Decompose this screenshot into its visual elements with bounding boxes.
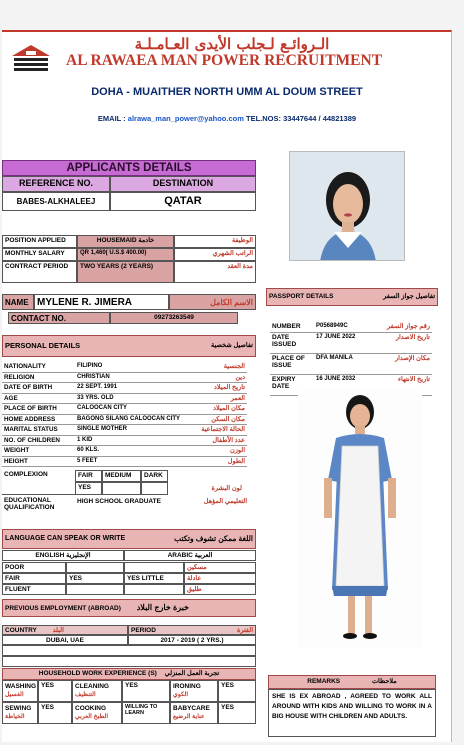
personal-row-arabic: مكان الميلاد <box>185 404 247 415</box>
monthly-salary-value: QR 1,460( U.S.$ 400.00) <box>77 248 174 261</box>
personal-row-value: CHRISTIAN <box>75 373 185 384</box>
passport-title-ar: تفاصيل جواز السفر <box>383 293 435 300</box>
applicant-name: MYLENE R. JIMERA <box>34 294 169 310</box>
personal-row-value: 60 KLS. <box>75 446 185 457</box>
passport-row-label: DATE ISSUED <box>270 333 314 354</box>
passport-row-label: NUMBER <box>270 322 314 333</box>
household-task-value: WILLING TO LEARN <box>122 702 170 724</box>
company-name: AL RAWAEA MAN POWER RECRUITMENT <box>66 52 383 69</box>
household-task-value: YES <box>38 680 72 702</box>
passport-row-arabic: تاريخ الاصدار <box>370 333 432 354</box>
personal-row-value: FILIPINO <box>75 362 185 373</box>
language-row-label: FLUENT <box>2 584 66 595</box>
personal-row-arabic: الوزن <box>185 446 247 457</box>
email-link[interactable]: alrawa_man_power@yahoo.com <box>127 114 244 123</box>
position-applied-value: HOUSEMAID خادمة <box>77 235 174 248</box>
household-task <box>170 702 218 724</box>
contract-period-value: TWO YEARS (2 YEARS) <box>77 261 174 283</box>
language-row-arabic: عادلة <box>184 573 256 584</box>
passport-row-value: 17 JUNE 2022 <box>314 333 370 354</box>
passport-row-arabic: مكان الإصدار <box>370 354 432 375</box>
name-label: NAME <box>2 294 34 310</box>
monthly-salary-label: MONTHLY SALARY <box>2 248 77 261</box>
applicant-full-body-photo <box>298 390 422 648</box>
personal-row-arabic: الحالة الاجتماعية <box>185 425 247 436</box>
household-task-value: YES <box>218 702 256 724</box>
country-value: DUBAI, UAE <box>2 635 128 645</box>
personal-row-label: HOME ADDRESS <box>2 415 75 426</box>
household-task-value: YES <box>122 680 170 702</box>
household-title-ar: تجربة العمل المنزلي <box>164 670 220 677</box>
employment-blank-row-2 <box>2 656 256 667</box>
passport-row-value: P0568949C <box>314 322 370 333</box>
monthly-salary-arabic: الراتب الشهري <box>174 248 256 261</box>
passport-row-value: 16 JUNE 2032 <box>314 375 370 396</box>
personal-row-label: NO. OF CHILDREN <box>2 436 75 447</box>
language-row-arabic: مسكين <box>184 562 256 573</box>
complexion-fair-mark: YES <box>75 482 102 495</box>
contact-no-value: 09273263549 <box>110 312 238 324</box>
language-arabic-value: YES LITTLE <box>124 573 184 584</box>
passport-title-en: PASSPORT DETAILS <box>269 293 334 300</box>
company-address: DOHA - MUAITHER NORTH UMM AL DOUM STREET <box>91 86 363 98</box>
tel-numbers: 33447644 / 44821389 <box>283 114 357 123</box>
household-task-label: CLEANING <box>75 683 109 690</box>
contact-line <box>62 114 392 123</box>
position-applied-label: POSITION APPLIED <box>2 235 77 248</box>
complexion-arabic: لون البشرة <box>211 485 242 492</box>
personal-row-arabic: الطول <box>185 457 247 468</box>
period-header <box>128 625 256 635</box>
contract-period-arabic: مدة العقد <box>174 261 256 283</box>
personal-row-label: RELIGION <box>2 373 75 384</box>
remarks-title-en: REMARKS <box>307 678 341 685</box>
country-header <box>2 625 128 635</box>
household-task-label: BABYCARE <box>173 705 210 712</box>
household-title-en: HOUSEHOLD WORK EXPERIENCE (S) <box>38 670 157 677</box>
reference-no-label: REFERENCE NO. <box>2 176 110 192</box>
employment-blank-row-1 <box>2 645 256 656</box>
personal-row-label: PLACE OF BIRTH <box>2 404 75 415</box>
name-arabic: الاسم الكامل <box>169 294 256 310</box>
previous-employment-title <box>2 599 256 617</box>
complexion-medium-mark <box>102 482 141 495</box>
application-form <box>2 30 452 742</box>
reference-no-value: BABES-ALKHALEEJ <box>2 192 110 211</box>
personal-row-label: NATIONALITY <box>2 362 75 373</box>
language-english-value: YES <box>66 573 124 584</box>
destination-value: QATAR <box>110 192 256 211</box>
period-label: PERIOD <box>131 627 156 634</box>
period-value: 2017 - 2019 ( 2 YRS.) <box>128 635 256 645</box>
education-value: HIGH SCHOOL GRADUATE <box>77 498 161 505</box>
contract-period-label: CONTRACT PERIOD <box>2 261 77 283</box>
passport-row-arabic: تاريخ الانتهاء <box>370 375 432 396</box>
complexion-label: COMPLEXION <box>2 470 75 495</box>
language-title-ar: اللغة ممكن تشوف وتكتب <box>174 534 253 543</box>
position-applied-arabic: الوظيفة <box>174 235 256 248</box>
language-english-value <box>66 584 124 595</box>
language-row-label: POOR <box>2 562 66 573</box>
language-row-arabic: طليق <box>184 584 256 595</box>
language-english-value <box>66 562 124 573</box>
personal-row-arabic: عدد الأطفال <box>185 436 247 447</box>
personal-row-label: WEIGHT <box>2 446 75 457</box>
personal-row-value: BAGONG SILANG CALOOCAN CITY <box>75 415 185 426</box>
personal-title-en: PERSONAL DETAILS <box>5 341 81 350</box>
passport-row-arabic: رقم جواز السفر <box>370 322 432 333</box>
household-task-arabic: الطبخ العربي <box>75 713 109 721</box>
household-task-arabic: الخياطة <box>5 713 25 721</box>
employment-title-en: PREVIOUS EMPLOYMENT (ABROAD) <box>5 605 121 612</box>
personal-row-value: SINGLE MOTHER <box>75 425 185 436</box>
personal-row-value: CALOOCAN CITY <box>75 404 185 415</box>
education-label: EDUCATIONAL QUALIFICATION <box>4 497 55 512</box>
complexion-medium: MEDIUM <box>102 470 141 482</box>
household-task-label: WASHING <box>5 683 37 690</box>
household-task <box>2 702 38 724</box>
household-task-value: YES <box>218 680 256 702</box>
personal-row-value: 1 KID <box>75 436 185 447</box>
employment-title-ar: خبرة خارج البلاد <box>136 603 189 612</box>
remarks-title-ar: ملاحظات <box>371 678 397 685</box>
household-task-arabic: الغسيل <box>5 691 24 699</box>
personal-row-value: 22 SEPT. 1991 <box>75 383 185 394</box>
country-arabic: البلد <box>52 627 64 634</box>
english-column-header: ENGLISH الإنجليزية <box>2 550 124 561</box>
complexion-dark: DARK <box>141 470 168 482</box>
household-task-label: IRONING <box>173 683 201 690</box>
period-arabic: الفترة <box>236 627 253 634</box>
household-task-arabic: الكوي <box>173 691 189 699</box>
language-title-en: LANGUAGE CAN SPEAK OR WRITE <box>5 535 126 542</box>
country-label: COUNTRY <box>5 627 37 634</box>
language-arabic-value <box>124 584 184 595</box>
personal-row-label: AGE <box>2 394 75 405</box>
personal-row-arabic: دين <box>185 373 247 384</box>
personal-row-arabic: العمر <box>185 394 247 405</box>
applicant-portrait-photo <box>289 151 405 261</box>
personal-details-title <box>2 335 256 357</box>
household-task-value: YES <box>38 702 72 724</box>
household-title <box>2 668 256 680</box>
complexion-fair: FAIR <box>75 470 102 482</box>
destination-label: DESTINATION <box>110 176 256 192</box>
household-task <box>72 702 122 724</box>
company-logo <box>8 42 54 78</box>
email-label: EMAIL : <box>97 114 126 123</box>
household-task <box>2 680 38 702</box>
household-task-label: SEWING <box>5 705 32 712</box>
company-name-arabic: الـروائـع لـجلب الأيدى العـامـلـة <box>134 35 330 53</box>
passport-row-label: EXPIRY DATE <box>270 375 314 396</box>
contact-no-label: CONTACT NO. <box>8 312 110 324</box>
personal-row-arabic: الجنسية <box>185 362 247 373</box>
arabic-column-header: ARABIC العربية <box>124 550 256 561</box>
remarks-title <box>268 675 436 689</box>
household-task-arabic: عناية الرضيع <box>173 713 205 721</box>
personal-row-arabic: تاريخ الميلاد <box>185 383 247 394</box>
personal-row-label: MARITAL STATUS <box>2 425 75 436</box>
passport-row-value: DFA MANILA <box>314 354 370 375</box>
personal-row-value: 5 FEET <box>75 457 185 468</box>
remarks-text: SHE IS EX ABROAD , AGREED TO WORK ALL AROUND WITH KIDS AND WILLING TO WORK IN A BIG HOUSE WITH CHILDREN AND ADULTS. <box>268 689 436 737</box>
complexion-dark-mark <box>141 482 168 495</box>
language-arabic-value <box>124 562 184 573</box>
household-task <box>170 680 218 702</box>
passport-row-label: PLACE OF ISSUE <box>270 354 314 375</box>
household-task-arabic: التنظيف <box>75 691 96 699</box>
personal-title-ar: تفاصيل شخصية <box>210 342 253 349</box>
tel-label: TEL.NOS: <box>245 114 281 123</box>
household-task-label: COOKING <box>75 705 107 712</box>
personal-row-value: 33 YRS. OLD <box>75 394 185 405</box>
personal-row-label: HEIGHT <box>2 457 75 468</box>
personal-row-arabic: مكان السكن <box>185 415 247 426</box>
household-task <box>72 680 122 702</box>
language-title <box>2 529 256 549</box>
applicants-details-title: APPLICANTS DETAILS <box>2 160 256 176</box>
education-arabic: التعليمي المؤهل <box>203 498 247 505</box>
language-row-label: FAIR <box>2 573 66 584</box>
passport-details-title <box>266 288 438 306</box>
personal-row-label: DATE OF BIRTH <box>2 383 75 394</box>
